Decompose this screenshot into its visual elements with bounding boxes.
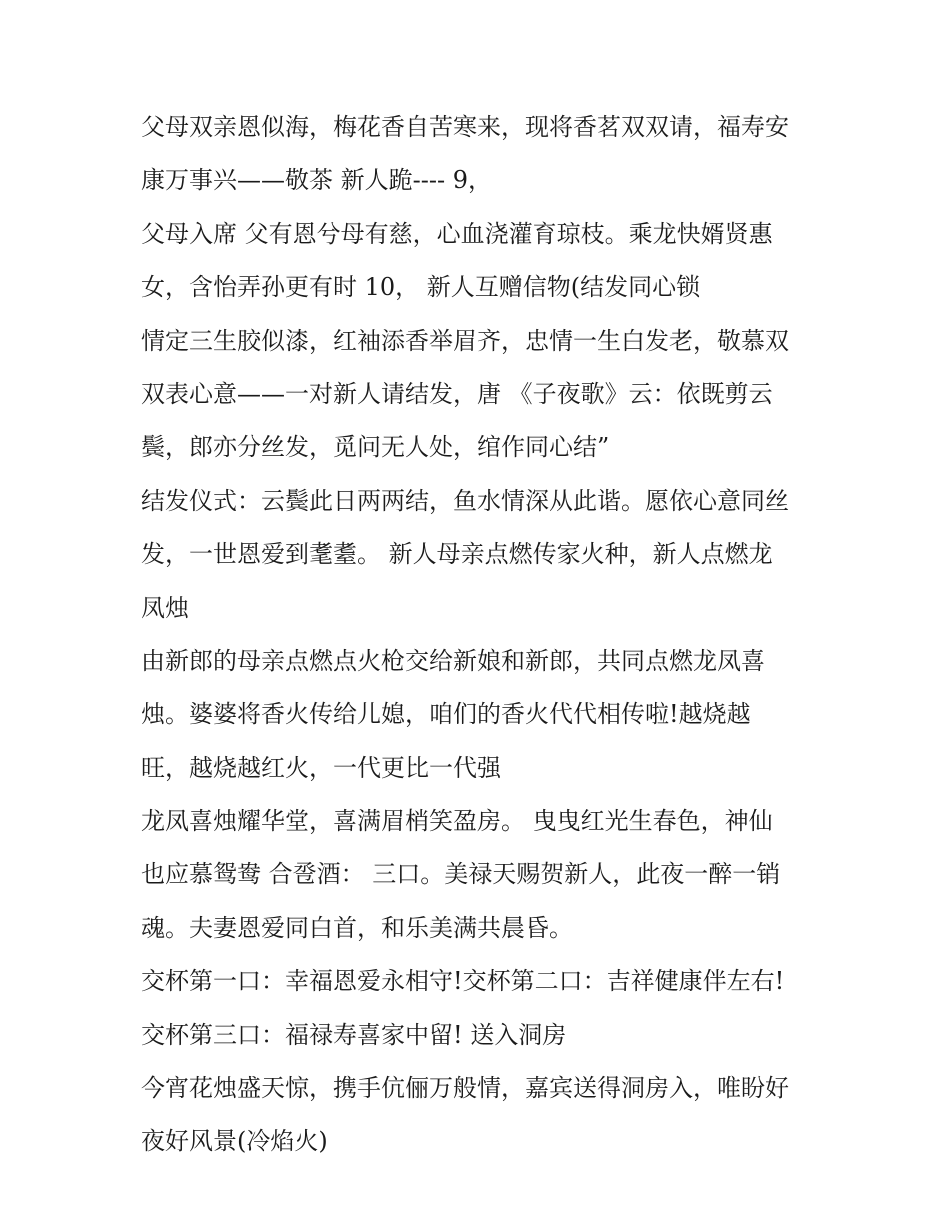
text-line: 由新郎的母亲点燃点火枪交给新娘和新郎，共同点燃龙凤喜 <box>141 646 765 675</box>
text-line: 鬓，郎亦分丝发，觅问无人处，绾作同心结” <box>141 433 610 462</box>
text-line: 女，含怡弄孙更有时 10， 新人互赠信物(结发同心锁 <box>141 273 701 302</box>
text-line: 今宵花烛盛天惊，携手伉俪万般情，嘉宾送得洞房入，唯盼好 <box>141 1074 789 1103</box>
text-line: 魂。夫妻恩爱同白首，和乐美满共晨昏。 <box>141 913 573 942</box>
text-line: 凤烛 <box>141 593 189 622</box>
text-line: 交杯第一口：幸福恩爱永相守!交杯第二口：吉祥健康伴左右! <box>141 967 785 996</box>
text-line: 旺，越烧越红火，一代更比一代强 <box>141 753 501 782</box>
document-body <box>141 101 831 1169</box>
text-line: 交杯第三口：福禄寿喜家中留! 送入洞房 <box>141 1020 567 1049</box>
text-line: 发，一世恩爱到耄耋。 新人母亲点燃传家火种，新人点燃龙 <box>141 540 773 569</box>
text-line: 夜好风景(冷焰火) <box>141 1127 328 1156</box>
text-line: 龙凤喜烛耀华堂，喜满眉梢笑盈房。 曳曳红光生春色，神仙 <box>141 807 773 836</box>
text-line: 烛。婆婆将香火传给儿媳，咱们的香火代代相传啦!越烧越 <box>141 700 751 729</box>
text-line: 也应慕鸳鸯 合卺酒： 三口。美禄天赐贺新人，此夜一醉一销 <box>141 860 781 889</box>
text-line: 康万事兴——敬茶 新人跪---- 9， <box>141 166 492 195</box>
text-line: 父母入席 父有恩兮母有慈，心血浇灌育琼枝。乘龙快婿贤惠 <box>141 219 773 248</box>
text-line: 父母双亲恩似海，梅花香自苦寒来，现将香茗双双请，福寿安 <box>141 113 789 141</box>
text-line: 双表心意——一对新人请结发，唐 《子夜歌》云：依既剪云 <box>141 379 773 408</box>
text-line: 情定三生胶似漆，红袖添香举眉齐，忠情一生白发老，敬慕双 <box>141 326 789 355</box>
text-line: 结发仪式：云鬓此日两两结，鱼水情深从此谐。愿依心意同丝 <box>141 486 789 515</box>
